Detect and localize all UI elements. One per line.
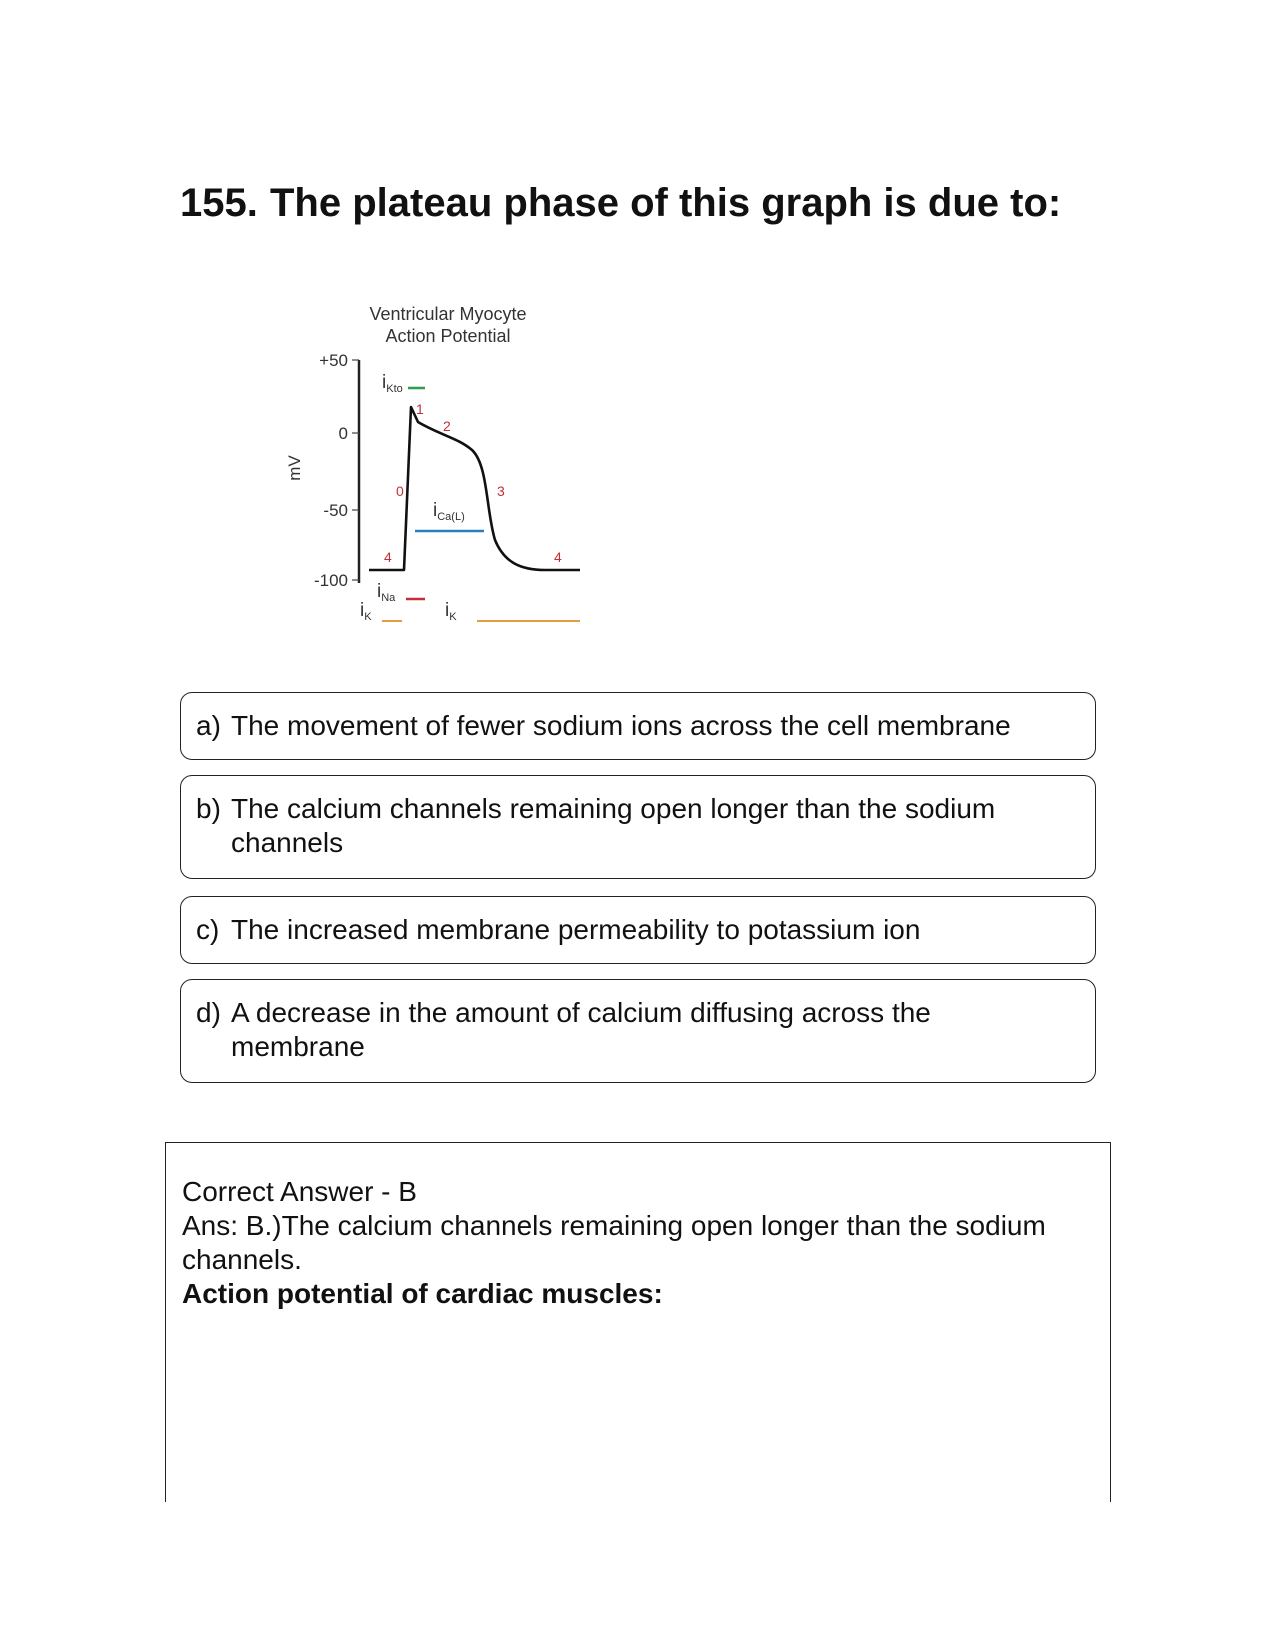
y-tick-label: -50: [323, 501, 348, 520]
current-label-ikto: $i_{Kto}$: [382, 372, 403, 395]
action-potential-diagram: [285, 300, 620, 645]
question-title: [180, 178, 1080, 228]
correct-answer: Correct Answer - B: [182, 1176, 417, 1207]
figure-title-line2: Action Potential: [385, 326, 511, 346]
y-tick-label: +50: [319, 351, 348, 370]
option-a[interactable]: [180, 692, 1096, 760]
option-letter: b): [196, 793, 221, 824]
current-label-ina: $i_{Na}$: [377, 581, 396, 604]
option-text: A decrease in the amount of calcium diffusing across the membrane: [231, 997, 931, 1062]
option-text: The calcium channels remaining open longer than the sodium channels: [231, 793, 996, 858]
answer-box: [165, 1142, 1111, 1502]
option-text: The increased membrane permeability to potassium ion: [231, 914, 921, 945]
y-axis-label: mV: [285, 455, 304, 481]
option-c[interactable]: [180, 896, 1096, 964]
phase-label-3: 3: [497, 483, 505, 499]
phase-label-1: 1: [416, 401, 424, 417]
y-tick-label: -100: [313, 571, 348, 590]
option-letter: d): [196, 997, 221, 1028]
option-text: The movement of fewer sodium ions across the cell membrane: [231, 710, 1011, 741]
current-label-ik-early: $i_K$: [360, 600, 372, 623]
answer-explanation: Ans: B.)The calcium channels remaining open longer than the sodium channels.: [182, 1210, 1046, 1275]
option-d[interactable]: [180, 979, 1096, 1083]
question-text: The plateau phase of this graph is due to:: [270, 181, 1062, 225]
phase-label-4-rest: 4: [384, 549, 392, 565]
current-label-ica: $i_{Ca(L)}$: [433, 500, 465, 523]
figure-title-line1: Ventricular Myocyte: [369, 304, 527, 324]
option-letter: a): [196, 710, 221, 741]
current-label-ik-late: $i_K$: [445, 600, 457, 623]
phase-label-2: 2: [443, 418, 451, 434]
phase-label-0: 0: [396, 483, 404, 499]
phase-label-4-late: 4: [554, 549, 562, 565]
question-number: 155.: [180, 181, 258, 225]
explanation-heading: Action potential of cardiac muscles:: [182, 1278, 663, 1309]
option-letter: c): [196, 914, 220, 945]
y-tick-label: 0: [338, 424, 348, 443]
option-b[interactable]: [180, 775, 1096, 879]
action-potential-figure: [285, 300, 620, 645]
